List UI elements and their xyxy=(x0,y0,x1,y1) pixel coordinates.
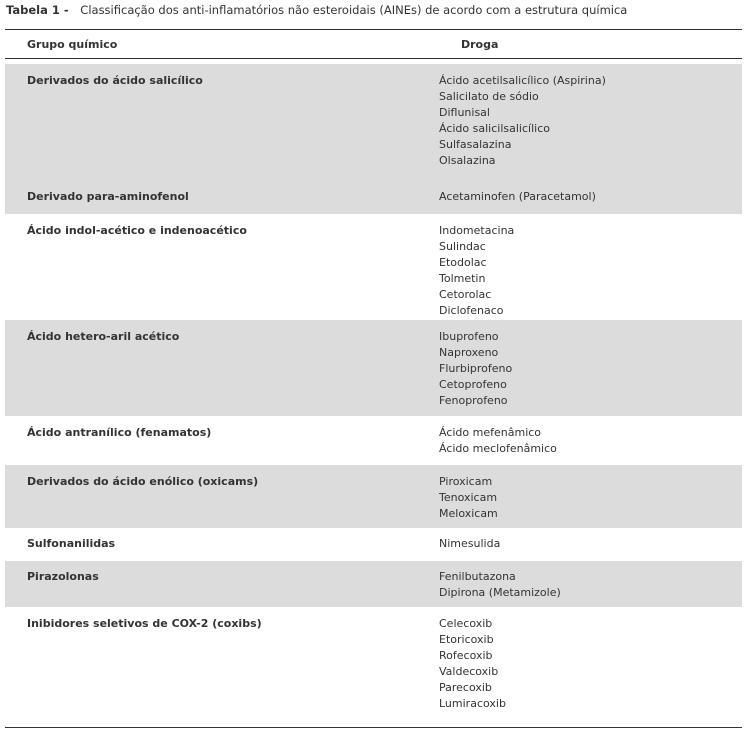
drug-name: Acetaminofen (Paracetamol) xyxy=(439,190,596,203)
header-group: Grupo químico xyxy=(27,37,118,51)
drug-name: Ácido meclofenâmico xyxy=(439,441,557,455)
drug-cell xyxy=(439,616,506,713)
table-row xyxy=(5,416,742,465)
drug-name: Etoricoxib xyxy=(439,632,494,646)
group-cell: Ácido indol-acético e indenoacético xyxy=(27,224,247,237)
table-bottom-rule xyxy=(5,727,742,728)
group-cell: Ácido hetero-aril acético xyxy=(27,330,180,343)
drug-name: Sulindac xyxy=(439,239,486,253)
drug-cell xyxy=(439,474,498,519)
group-cell: Derivados do ácido salicílico xyxy=(27,74,203,87)
table-header xyxy=(5,30,742,58)
table-row xyxy=(5,214,742,320)
drug-cell xyxy=(439,73,606,172)
drug-cell xyxy=(439,569,561,598)
table-row xyxy=(5,607,742,722)
drug-name: Dipirona (Metamizole) xyxy=(439,585,561,599)
caption-label: Tabela 1 - xyxy=(6,3,69,17)
group-cell: Ácido antranílico (fenamatos) xyxy=(27,426,212,439)
drug-name: Meloxicam xyxy=(439,506,498,520)
drug-name: Flurbiprofeno xyxy=(439,361,513,375)
caption-text: Classificação dos anti-inflamatórios não esteroidais (AINEs) de acordo com a estrutura química xyxy=(80,3,628,17)
group-cell: Sulfonanilidas xyxy=(27,537,116,550)
group-cell: Derivado para-aminofenol xyxy=(27,190,189,203)
drug-name: Naproxeno xyxy=(439,345,499,359)
drug-name: Diclofenaco xyxy=(439,303,504,317)
drug-name: Fenoprofeno xyxy=(439,393,508,407)
drug-name: Ibuprofeno xyxy=(439,330,499,343)
drug-name: Ácido acetilsalicílico (Aspirina) xyxy=(439,74,606,87)
table-row xyxy=(5,181,742,214)
group-cell: Inibidores seletivos de COX-2 (coxibs) xyxy=(27,617,262,630)
drug-name: Tolmetin xyxy=(439,271,486,285)
drug-name: Fenilbutazona xyxy=(439,570,516,583)
drug-name: Rofecoxib xyxy=(439,648,493,662)
drug-name: Nimesulida xyxy=(439,537,501,550)
table-row xyxy=(5,561,742,607)
drug-name: Cetoprofeno xyxy=(439,377,507,391)
group-cell: Derivados do ácido enólico (oxicams) xyxy=(27,475,259,488)
drug-name: Valdecoxib xyxy=(439,664,499,678)
drug-name: Ácido salicilsalicílico xyxy=(439,121,550,135)
drug-name: Ácido mefenâmico xyxy=(439,426,542,439)
drug-cell xyxy=(439,329,512,407)
drug-name: Piroxicam xyxy=(439,475,493,488)
drug-name: Indometacina xyxy=(439,224,515,237)
group-cell: Pirazolonas xyxy=(27,570,99,583)
table-row xyxy=(5,64,742,181)
drug-name: Cetorolac xyxy=(439,287,492,301)
table-row xyxy=(5,528,742,561)
drug-name: Lumiracoxib xyxy=(439,696,506,710)
drug-name: Salicilato de sódio xyxy=(439,89,539,103)
drug-classification-table xyxy=(5,29,742,728)
table-row xyxy=(5,465,742,528)
drug-cell xyxy=(439,536,500,553)
drug-cell xyxy=(439,223,515,317)
drug-name: Celecoxib xyxy=(439,617,493,630)
drug-name: Etodolac xyxy=(439,255,487,269)
table-body xyxy=(5,64,742,722)
drug-name: Tenoxicam xyxy=(439,490,498,504)
drug-cell xyxy=(439,189,596,206)
drug-name: Parecoxib xyxy=(439,680,492,694)
drug-cell xyxy=(439,425,557,456)
table-row xyxy=(5,320,742,416)
drug-name: Sulfasalazina xyxy=(439,137,512,151)
header-drug: Droga xyxy=(461,37,499,51)
header-rule xyxy=(5,58,742,59)
table-caption xyxy=(6,2,627,18)
drug-name: Olsalazina xyxy=(439,153,496,167)
drug-name: Diflunisal xyxy=(439,105,490,119)
